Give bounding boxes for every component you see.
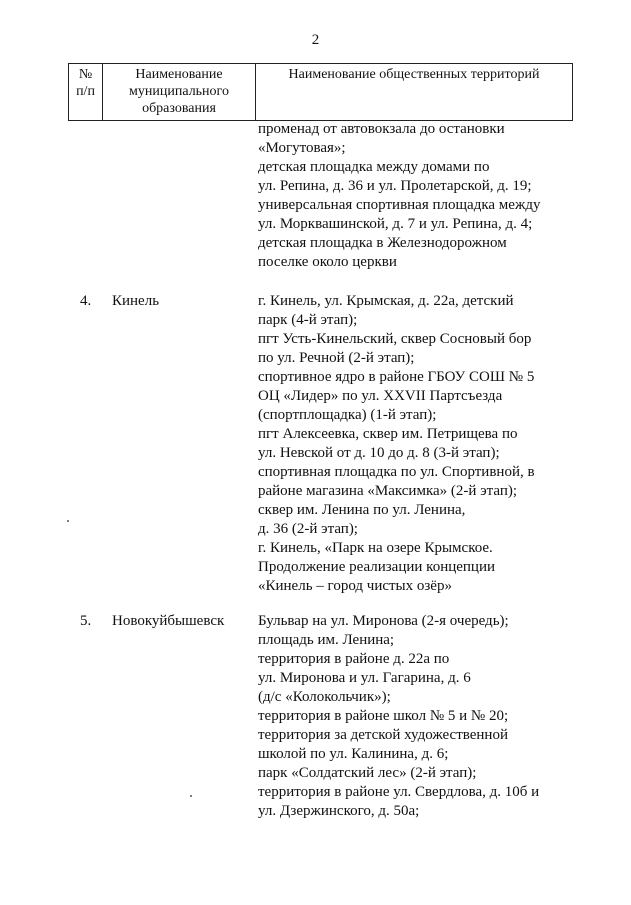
scan-speck [190,795,192,797]
scan-speck [67,520,69,522]
territory-line: (д/с «Колокольчик»); [258,689,391,705]
territory-line: ул. Морквашинской, д. 7 и ул. Репина, д. 4; [258,216,533,232]
territory-line: ул. Дзержинского, д. 50а; [258,803,420,819]
territory-line: Продолжение реализации концепции [258,559,496,575]
territory-line: пгт Алексеевка, сквер им. Петрищева по [258,426,518,442]
territory-line: Бульвар на ул. Миронова (2-я очередь); [258,613,509,629]
territory-line: пгт Усть-Кинельский, сквер Сосновый бор [258,331,532,347]
territory-line: спортивное ядро в районе ГБОУ СОШ № 5 [258,369,535,385]
municipality-name: Кинель [112,293,160,309]
territory-line: площадь им. Ленина; [258,632,395,648]
territory-line: поселке около церкви [258,254,397,270]
header-col-number: № п/п [69,64,103,121]
territory-line: территория за детской художественной [258,727,508,743]
territory-line: районе магазина «Максимка» (2-й этап); [258,483,518,499]
row-number: 5. [80,613,92,629]
territory-list [258,292,558,596]
territory-line: спортивная площадка по ул. Спортивной, в [258,464,535,480]
territory-line: сквер им. Ленина по ул. Ленина, [258,502,466,518]
territory-line: (спортплощадка) (1-й этап); [258,407,437,423]
table-header [68,63,573,121]
territory-line: «Кинель – город чистых озёр» [258,578,452,594]
territory-line: территория в районе школ № 5 и № 20; [258,708,509,724]
territory-line: парк «Солдатский лес» (2-й этап); [258,765,477,781]
territory-line: г. Кинель, ул. Крымская, д. 22а, детский [258,293,514,309]
territory-line: школой по ул. Калинина, д. 6; [258,746,449,762]
page-number: 2 [311,32,320,48]
header-col-municipality: Наименование муниципального образования [103,64,256,121]
territory-line: д. 36 (2-й этап); [258,521,358,537]
territory-line: по ул. Речной (2-й этап); [258,350,415,366]
territory-line: ОЦ «Лидер» по ул. XXVII Партсъезда [258,388,503,404]
territory-line: «Могутовая»; [258,140,346,156]
territory-line: парк (4-й этап); [258,312,358,328]
row-number: 4. [80,293,92,309]
territory-line: универсальная спортивная площадка между [258,197,541,213]
territory-line: ул. Невской от д. 10 до д. 8 (3-й этап); [258,445,500,461]
territory-line: ул. Миронова и ул. Гагарина, д. 6 [258,670,471,686]
territory-list [258,612,558,821]
territory-line: детская площадка в Железнодорожном [258,235,507,251]
territory-line: ул. Репина, д. 36 и ул. Пролетарской, д. 19; [258,178,532,194]
territory-line: променад от автовокзала до остановки [258,121,505,137]
territory-line: территория в районе д. 22а по [258,651,450,667]
territory-line: г. Кинель, «Парк на озере Крымское. [258,540,493,556]
territory-line: территория в районе ул. Свердлова, д. 10б и [258,784,540,800]
header-col-territories: Наименование общественных территорий [256,64,573,121]
municipality-name: Новокуйбышевск [112,613,225,629]
territory-list [258,120,558,272]
territory-line: детская площадка между домами по [258,159,490,175]
